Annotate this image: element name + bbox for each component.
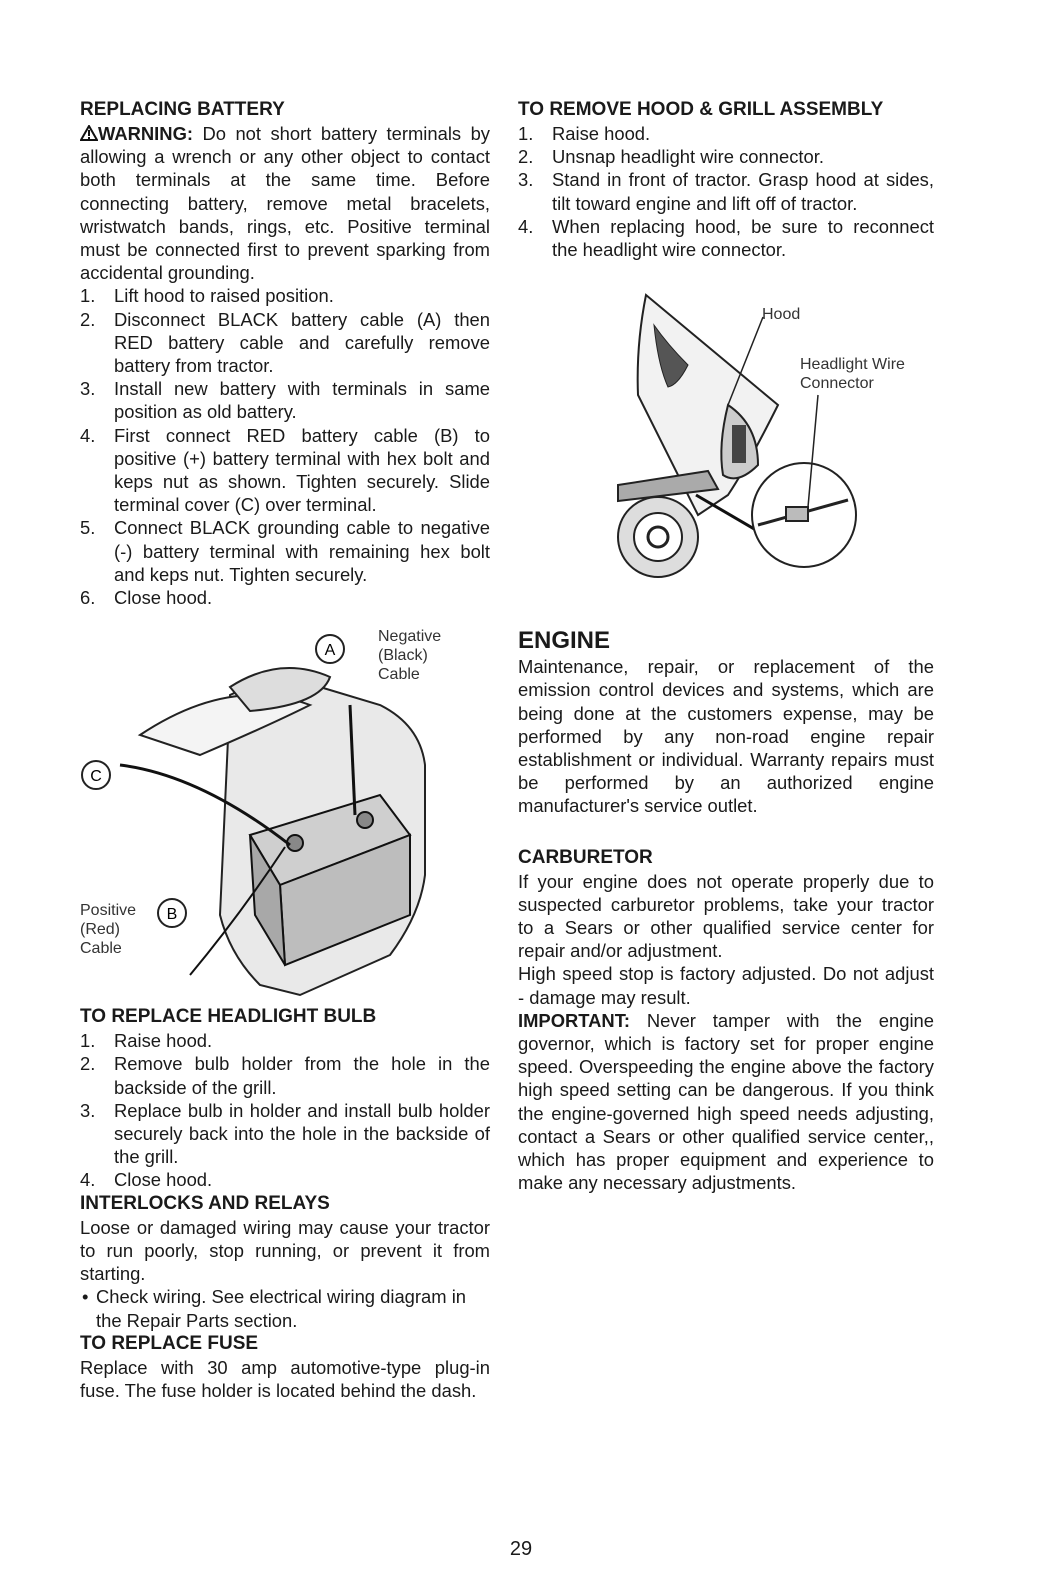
warning-triangle-icon — [80, 123, 98, 139]
step-text: Close hood. — [114, 1169, 213, 1191]
important-text: Never tamper with the engine governor, which is factory set for proper engine speed. Overspeeding the engine above the factory high speed setting can be dangerous. If you think the engine-governed high speed needs adjusting, contact a Sears or other qualified service center,, which has proper equipment and experience to make any necessary adjustments. — [518, 1009, 934, 1194]
engine-text: Maintenance, repair, or replacement of the emission control devices and systems, which are being done at the customers expense, may be performed by any non-road engine repair establishment or individual. Warranty repairs must be performed by an authorized engine manufacturer's service outlet. — [518, 656, 934, 817]
right-column — [518, 98, 934, 1194]
step-number: 4. — [80, 1169, 96, 1191]
step-text: Connect BLACK grounding cable to negative (-) battery terminal with remaining hex bolt and keps nut. Tighten securely. — [114, 517, 490, 585]
left-column — [80, 98, 490, 1402]
battery-warning — [80, 122, 490, 284]
positive-cable-label: Positive (Red) Cable — [80, 902, 137, 958]
step-text: Raise hood. — [552, 123, 651, 144]
step-number: 2. — [80, 1053, 96, 1075]
step-text: Replace bulb in holder and install bulb holder securely back into the hole in the backside of the grill. — [114, 1099, 490, 1168]
step-item — [80, 284, 490, 307]
interlocks-heading: INTERLOCKS AND RELAYS — [80, 1192, 330, 1214]
step-item — [80, 377, 490, 423]
interlocks-text: Loose or damaged wiring may cause your tractor to run poorly, stop running, or prevent it from starting. — [80, 1216, 490, 1285]
headlight-bulb-heading: TO REPLACE HEADLIGHT BULB — [80, 1006, 377, 1028]
step-number: 6. — [80, 587, 96, 609]
fuse-text: Replace with 30 amp automotive-type plug-in fuse. The fuse holder is located behind the dash. — [80, 1356, 490, 1401]
step-item — [80, 1052, 490, 1098]
step-number: 3. — [80, 1099, 96, 1121]
negative-cable-label: Negative (Black) Cable — [378, 628, 442, 684]
step-item — [80, 1099, 490, 1169]
hood-removal-steps — [518, 122, 934, 261]
warning-text: Do not short battery terminals by allowing a wrench or any other object to contact both terminals at the same time. Before connecting battery, remove metal bracelets, wristwatch bands, rings, etc. Positive terminal must be connected first to prevent sparking from accidental grounding. — [80, 123, 490, 284]
step-item — [518, 215, 934, 261]
step-number: 3. — [518, 169, 534, 191]
step-text: Close hood. — [114, 587, 213, 609]
step-number: 4. — [518, 215, 534, 237]
bullet-text: Check wiring. See electrical wiring diagram in the Repair Parts section. — [96, 1286, 467, 1331]
step-item — [518, 145, 934, 168]
interlocks-bullets — [80, 1285, 490, 1331]
headlight-steps — [80, 1029, 490, 1191]
step-text: Unsnap headlight wire connector. — [552, 146, 824, 168]
step-text: Stand in front of tractor. Grasp hood at sides, tilt toward engine and lift off of tractor. — [552, 169, 934, 214]
bullet-dot-icon: • — [82, 1286, 89, 1308]
carburetor-text-2: High speed stop is factory adjusted. Do not adjust - damage may result. — [518, 963, 934, 1008]
step-number: 1. — [518, 123, 534, 144]
battery-figure — [80, 615, 490, 1003]
step-item — [80, 586, 490, 609]
bullet-item — [80, 1285, 490, 1331]
step-number: 2. — [80, 308, 96, 330]
hood-removal-heading: TO REMOVE HOOD & GRILL ASSEMBLY — [518, 99, 884, 120]
step-item — [80, 516, 490, 586]
step-number: 4. — [80, 424, 96, 446]
step-number: 2. — [518, 146, 534, 168]
battery-steps — [80, 284, 490, 609]
replacing-battery-heading: REPLACING BATTERY — [80, 99, 285, 120]
important-label: IMPORTANT: — [518, 1009, 631, 1031]
step-number: 1. — [80, 1030, 96, 1052]
step-item — [80, 424, 490, 517]
step-text: Remove bulb holder from the hole in the backside of the grill. — [114, 1053, 490, 1098]
step-text: Install new battery with terminals in same position as old battery. — [114, 378, 490, 423]
headlight-connector-label: Headlight Wire Connector — [800, 356, 905, 393]
carburetor-important — [518, 1009, 934, 1195]
page-number: 29 — [509, 1538, 533, 1560]
step-item — [80, 1029, 490, 1052]
step-text: When replacing hood, be sure to reconnect the headlight wire connector. — [552, 215, 934, 261]
step-item — [80, 1168, 490, 1191]
hood-illustration — [518, 275, 934, 619]
step-number: 5. — [80, 517, 96, 539]
step-text: Raise hood. — [114, 1030, 213, 1052]
step-item — [518, 168, 934, 214]
step-number: 1. — [80, 285, 96, 307]
fuse-heading: TO REPLACE FUSE — [80, 1332, 259, 1354]
step-item — [80, 308, 490, 378]
step-text: Disconnect BLACK battery cable (A) then RED battery cable and carefully remove battery from tractor. — [114, 308, 490, 377]
callout-b: B — [166, 906, 178, 924]
hood-label: Hood — [762, 306, 801, 324]
carburetor-text-1: If your engine does not operate properly due to suspected carburetor problems, take your tractor to a Sears or other qualified service center for repair and/or adjustment. — [518, 870, 934, 962]
warning-label: WARNING: — [98, 123, 194, 144]
callout-a: A — [324, 642, 336, 660]
step-text: First connect RED battery cable (B) to positive (+) battery terminal with hex bolt and keps nut as shown. Tighten securely. Slide terminal cover (C) over terminal. — [114, 424, 490, 516]
callout-c: C — [90, 768, 102, 786]
engine-heading: ENGINE — [518, 627, 611, 655]
step-number: 3. — [80, 378, 96, 400]
step-text: Lift hood to raised position. — [114, 285, 334, 307]
carburetor-heading: CARBURETOR — [518, 846, 653, 868]
hood-figure — [518, 275, 934, 619]
step-item — [518, 122, 934, 145]
